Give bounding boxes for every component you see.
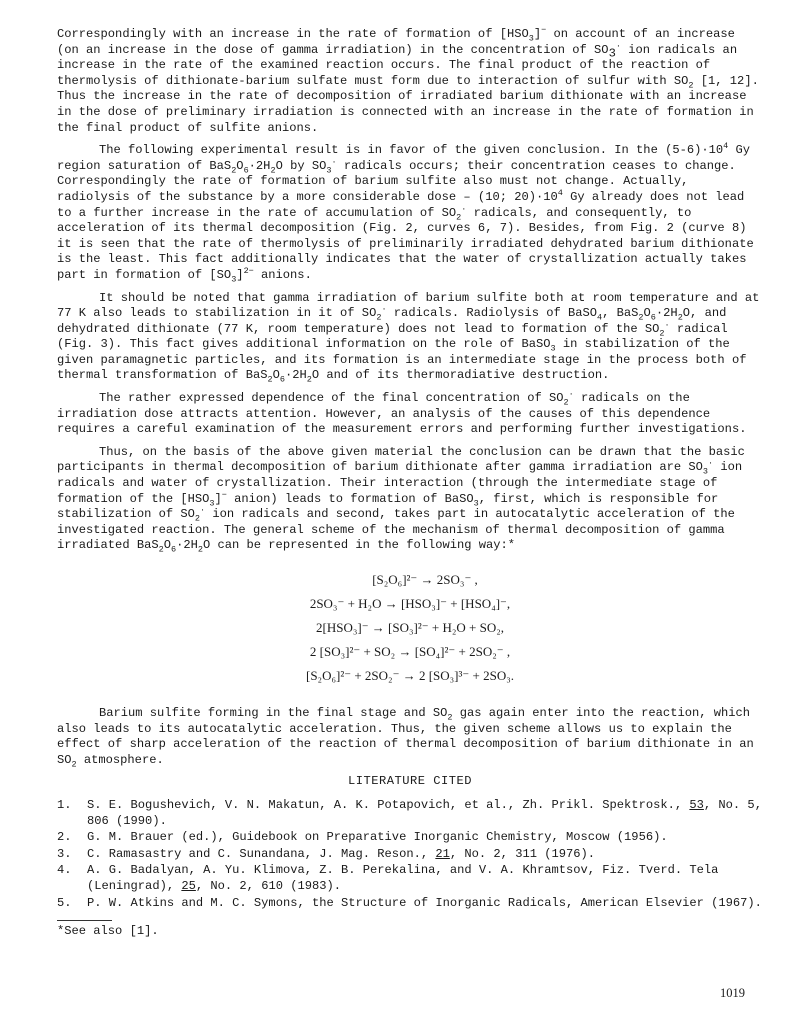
reference-number: 3. <box>57 846 72 861</box>
reference-number: 1. <box>57 797 72 812</box>
reference-item <box>57 798 763 829</box>
reference-item <box>57 863 763 894</box>
reaction-equation: [S₂O₆]²⁻ → 2SO₃⁻ , <box>372 572 478 587</box>
reaction-equation: [S₂O₆]²⁻ + 2SO₂⁻ → 2 [SO₃]³⁻ + 2SO₃. <box>306 668 514 683</box>
reference-text: S. E. Bogushevich, V. N. Makatun, A. K. Potapovich, et al., Zh. Prikl. Spektrosk., 53, No. 5, 806 (1990). <box>87 797 762 828</box>
paragraph-4: The rather expressed dependence of the final concentration of $SO_2^\cdot$ radicals on the irradiation dose attracts attention. However, an analysis of the causes of this dependence requires a careful examination of the measurement errors and performing further investigations. <box>57 389 747 437</box>
reference-list <box>57 798 763 911</box>
paragraph-3: It should be noted that gamma irradiation of barium sulfite both at room temperature and at 77 K also leads to stabilization in it of $SO_2^\cdot$ radicals. Radiolysis of BaSO$_4$, $BaS_2O_6\cdot 2H_2O$, and dehydrated dithionate (77 K, room temperature) does not lead to formation of the $SO_2^\cdot$ radical (Fig. 3). This fact gives additional information on the role of BaSO$_3$ in stabilization of the given paramagnetic particles, and its formation is an intermediate stage in the process both of thermal transformation of $BaS_2O_6\cdot 2H_2O$ and of its thermoradiative destruction. <box>57 290 760 385</box>
footnote-divider <box>57 920 112 921</box>
footnote: *See also [1]. <box>57 924 159 939</box>
reaction-equation: 2SO₃⁻ + H₂O → [HSO₃]⁻ + [HSO₄]⁻, <box>309 596 511 611</box>
reaction-equation: 2 [SO₃]²⁻ + SO₂ → [SO₄]²⁻ + 2SO₂⁻ , <box>309 644 511 659</box>
paragraph-6: Barium sulfite forming in the final stage and $SO_2$ gas again enter into the reaction, which also leads to its autocatalytic acceleration. Thus, the given scheme allows us to explain the effect of sharp acceleration of the reaction of thermal decomposition of barium dithionate in an $SO_2$ atmosphere. <box>57 706 754 770</box>
reference-text: C. Ramasastry and C. Sunandana, J. Mag. Reson., 21, No. 2, 311 (1976). <box>87 846 596 861</box>
reaction-scheme <box>57 568 763 688</box>
literature-heading: LITERATURE CITED <box>347 774 473 789</box>
reference-number: 5. <box>57 895 72 910</box>
paragraph-2: The following experimental result is in favor of the given conclusion. In the $(5-6)\cdot 10^4$ Gy region saturation of $BaS_2O_6\cdot 2H_2O$ by $SO_3^\cdot$ radicals occurs; their concentration ceases to change. Correspondingly the rate of formation of barium sulfite also must not change. Actually, radiolysis of the substance by a more considerable dose – (10; $20)\cdot 10^4$ Gy already does not lead to a further increase in the rate of accumulation of $SO_2^\cdot$ radicals, and consequently, to acceleration of its thermal decomposition (Fig. 2, curves 6, 7). Besides, from Fig. 2 (curve 8) it is seen that the rate of thermolysis of preliminarily irradiated dehydrated barium dithionate is the least. This fact additionally indicates that the water of crystallization actually takes part in formation of $[SO_3]^{2-}$ anions. <box>57 141 754 285</box>
paragraph-1: Correspondingly with an increase in the rate of formation of $[HSO_3]^-$ on account of an increase (on an increase in the dose of gamma irradiation) in the concentration of $SO_3^\cdot$ ion radicals an increase in the rate of the examined reaction occurs. The final product of the reaction of thermolysis of dithionate-barium sulfate must form due to interaction of sulfur with $SO_2$ [1, 12]. Thus the increase in the rate of decomposition of irradiated barium dithionate with an increase in the dose of preliminary irradiation is connected with an increase in the rate of formation in the final product of sulfite anions. <box>57 24 759 135</box>
page-body <box>57 24 763 940</box>
reference-text: A. G. Badalyan, A. Yu. Klimova, Z. B. Perekalina, and V. A. Khramtsov, Fiz. Tverd. Tela (Leningrad), 25, No. 2, 610 (1983). <box>87 863 719 893</box>
reaction-equation: 2[HSO₃]⁻ → [SO₃]²⁻ + H₂O + SO₂, <box>316 620 504 635</box>
reference-item <box>57 847 763 863</box>
reference-text: G. M. Brauer (ed.), Guidebook on Preparative Inorganic Chemistry, Moscow (1956). <box>87 830 668 845</box>
reference-number: 4. <box>57 863 72 878</box>
reference-text: P. W. Atkins and M. C. Symons, the Structure of Inorganic Radicals, American Elsevier (1967). <box>87 895 762 910</box>
reference-item <box>57 830 763 846</box>
reference-item <box>57 896 763 912</box>
reference-number: 2. <box>57 830 72 845</box>
page-number: 1019 <box>720 986 745 1000</box>
paragraph-5: Thus, on the basis of the above given material the conclusion can be drawn that the basic participants in thermal decomposition of barium dithionate after gamma irradiation are $SO_3^\cdot$ ion radicals and water of crystallization. Their interaction (through the intermediate stage of formation of the $[HSO_3]^-$ anion) leads to formation of BaSO$_3$, first, which is responsible for stabilization of $SO_2^\cdot$ ion radicals and second, takes part in autocatalytic acceleration of the investigated reaction. The general scheme of the mechanism of thermal decomposition of gamma irradiated $BaS_2O_6\cdot 2H_2O$ can be represented in the following way:* <box>57 444 745 555</box>
